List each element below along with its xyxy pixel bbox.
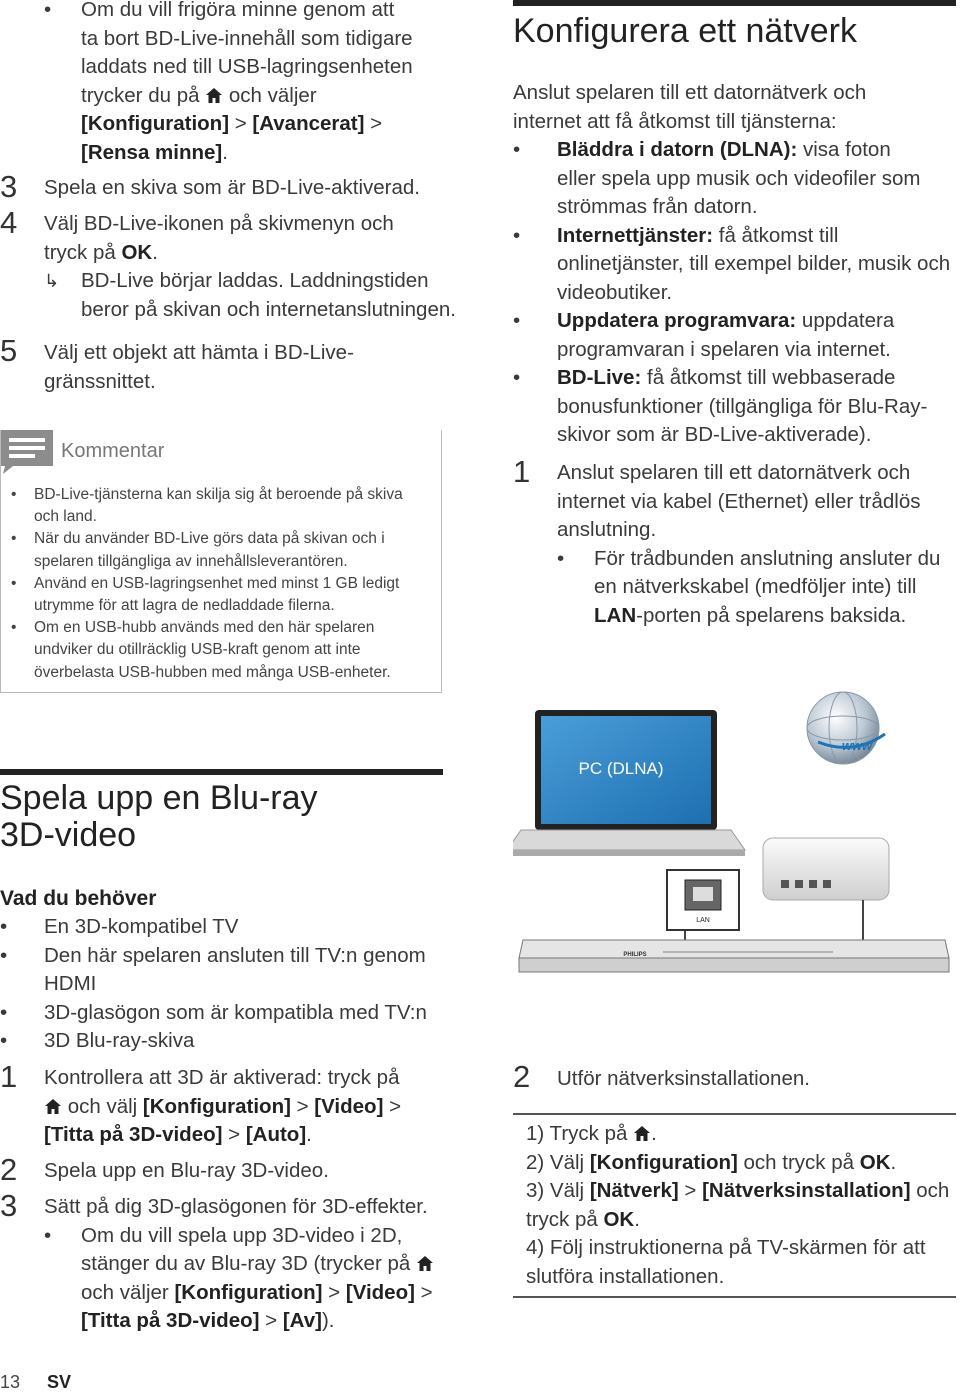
home-icon bbox=[205, 87, 223, 104]
section-rule bbox=[0, 769, 443, 775]
step-text: Välj BD-Live-ikonen på skivmenyn och tryck på OK. ↳ BD-Live börjar laddas. Laddningstiden beror på skivan och internetanslutningen. bbox=[44, 212, 456, 321]
note-icon bbox=[1, 430, 53, 474]
text-line: [Konfiguration] > [Avancerat] > bbox=[81, 112, 383, 135]
network-illustration bbox=[513, 690, 958, 1040]
page-number: 13 bbox=[0, 1372, 21, 1392]
step-number: 4 bbox=[0, 205, 18, 240]
pc-label: PC (DLNA) bbox=[578, 759, 664, 778]
needs-heading: Vad du behöver bbox=[0, 887, 157, 910]
text-line: ta bort BD-Live-innehåll som tidigare bbox=[81, 26, 413, 50]
note-title: Kommentar bbox=[61, 440, 165, 462]
step-text: Sätt på dig 3D-glasögonen för 3D-effekter. • Om du vill spela upp 3D-video i 2D, stänger du av Blu-ray 3D (trycker på och väljer [Konfiguration] > [Video] > [Titta på 3D-video] > [Av]). bbox=[44, 1195, 433, 1332]
text-line: laddats ned till USB-lagringsenheten bbox=[81, 55, 413, 78]
home-icon bbox=[416, 1255, 434, 1272]
text-line: trycker du på och väljer bbox=[81, 83, 317, 107]
instruction-line: 4) Följ instruktionerna på TV-skärmen för att bbox=[526, 1236, 926, 1259]
intro-bullet bbox=[44, 0, 444, 167]
step-number: 3 bbox=[0, 169, 18, 204]
text-line: [Rensa minne]. bbox=[81, 140, 228, 164]
instruction-line: 3) Välj [Nätverk] > [Nätverksinstallation] och bbox=[526, 1179, 950, 1202]
www-label: www bbox=[841, 738, 873, 753]
section-title: Spela upp en Blu-ray 3D-video bbox=[0, 779, 318, 854]
bullet-dot: • bbox=[44, 0, 52, 21]
note-item: • Använd en USB-lagringsenhet med minst 1 GB ledigt utrymme för att lagra de nedladdade filerna. bbox=[11, 574, 400, 615]
step-text: Spela upp en Blu-ray 3D-video. bbox=[44, 1159, 329, 1182]
instruction-line: slutföra installationen. bbox=[526, 1264, 725, 1288]
step-text: Anslut spelaren till ett datornätverk och internet via kabel (Ethernet) eller trådlös anslutning. • För trådbunden anslutning ansluter du en nätverkskabel (medföljer inte) till LAN-porten på spelarens baksida. bbox=[557, 461, 941, 627]
step-text: Utför nätverksinstallationen. bbox=[557, 1067, 810, 1090]
intro-text: Anslut spelaren till ett datornätverk och internet att få åtkomst till tjänsterna: • Bläddra i datorn (DLNA): visa foton eller spela upp musik och videofiler som strömmas från datorn. • Internettjänster: få åtkomst till onlinetjänster, till exempel bilder, musik och videobutiker. • Uppdatera programvara: uppdatera programvaran i spelaren via internet. • BD-Live: få åtkomst till webbaserade bonusfunktioner (tillgängliga för Blu-Ray- skivor som är BD-Live-aktiverade). bbox=[513, 81, 951, 446]
instruction-line: 1) Tryck på . bbox=[526, 1122, 657, 1145]
home-icon bbox=[633, 1125, 651, 1142]
text-line: Om du vill frigöra minne genom att bbox=[81, 0, 395, 21]
needs-list: • En 3D-kompatibel TV • Den här spelaren ansluten till TV:n genom HDMI • 3D-glasögon som är kompatibla med TV:n • 3D Blu-ray-skiva bbox=[0, 915, 427, 1052]
step-text: Välj ett objekt att hämta i BD-Live- gränssnittet. bbox=[44, 341, 354, 393]
step-number: 1 bbox=[0, 1059, 18, 1094]
language-code: SV bbox=[47, 1372, 72, 1392]
player-brand: PHILIPS bbox=[623, 952, 647, 958]
router-icon bbox=[763, 838, 889, 900]
note-list bbox=[11, 484, 436, 684]
arrow-icon: ↳ bbox=[44, 271, 60, 291]
section-rule bbox=[513, 0, 956, 6]
note-box bbox=[0, 430, 442, 693]
step-number: 1 bbox=[513, 454, 531, 489]
step-number: 2 bbox=[513, 1059, 531, 1094]
instruction-box bbox=[513, 1113, 956, 1298]
note-item: • Om en USB-hubb används med den här spelaren undviker du otillräcklig USB-kraft genom att inte överbelasta USB-hubben med många USB-enheter. bbox=[11, 619, 391, 681]
step-number: 5 bbox=[0, 333, 18, 368]
instruction-line: tryck på OK. bbox=[526, 1207, 640, 1231]
section-title: Konfigurera ett nätverk bbox=[513, 12, 857, 50]
step-text: Kontrollera att 3D är aktiverad: tryck på och välj [Konfiguration] > [Video] > [Titta på 3D-video] > [Auto]. bbox=[44, 1066, 402, 1146]
step-number: 3 bbox=[0, 1188, 18, 1223]
bluray-player-icon bbox=[519, 940, 949, 972]
lan-label: LAN bbox=[696, 917, 710, 924]
instruction-line: 2) Välj [Konfiguration] och tryck på OK. bbox=[526, 1150, 897, 1174]
laptop-icon bbox=[513, 710, 745, 856]
note-item: • BD-Live-tjänsterna kan skilja sig åt beroende på skiva och land. bbox=[11, 486, 403, 526]
step-number: 2 bbox=[0, 1152, 18, 1187]
step-text: Spela en skiva som är BD-Live-aktiverad. bbox=[44, 176, 420, 199]
home-icon bbox=[44, 1098, 62, 1115]
globe-icon bbox=[807, 692, 885, 764]
note-item: • När du använder BD-Live görs data på skivan och i spelaren tillgängliga av innehållsleverantören. bbox=[11, 530, 385, 570]
